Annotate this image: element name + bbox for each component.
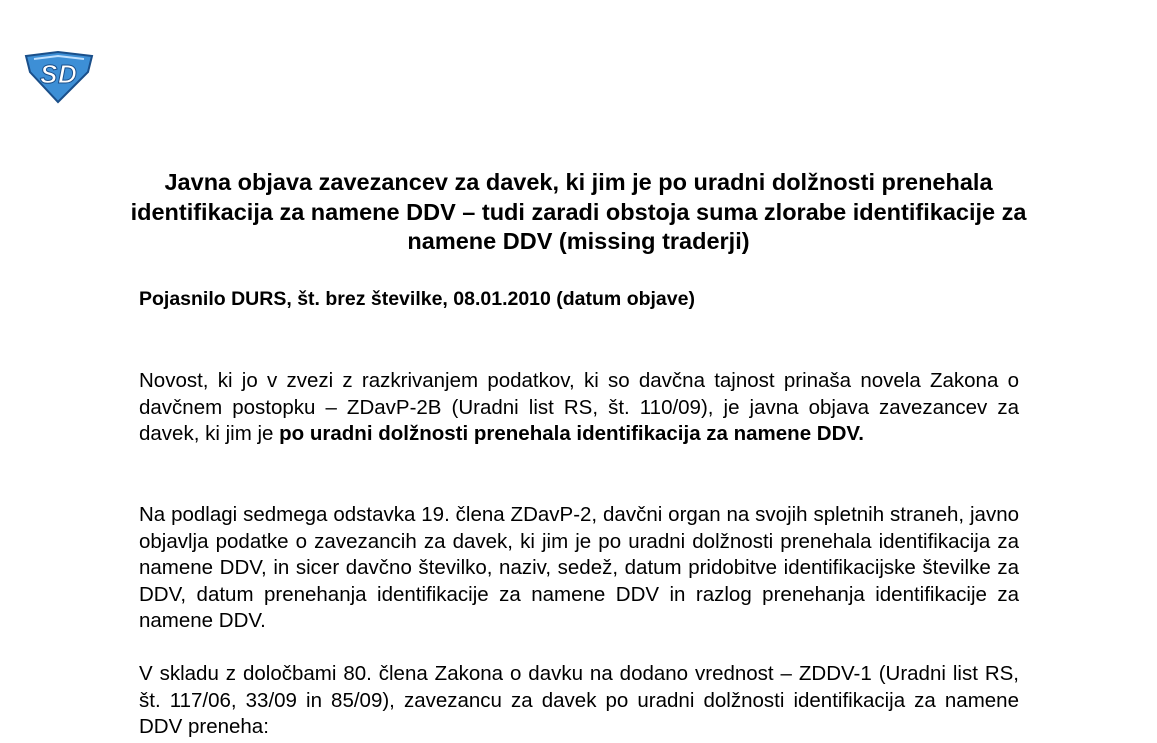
svg-text:D: D xyxy=(58,59,77,89)
document-subtitle: Pojasnilo DURS, št. brez številke, 08.01.2010 (datum objave) xyxy=(139,288,695,310)
paragraph-intro-bold: po uradni dolžnosti prenehala identifikacija za namene DDV. xyxy=(279,422,864,445)
company-logo-icon xyxy=(22,50,96,104)
paragraph-zddv: V skladu z določbami 80. člena Zakona o davku na dodano vrednost – ZDDV-1 (Uradni list RS, št. 117/06, 33/09 in 85/09), zavezancu za davek po uradni dolžnosti identifikacija za namene DDV preneha: xyxy=(139,662,1019,738)
paragraph-intro-text: Novost, ki jo v zvezi z razkrivanjem podatkov, ki so davčna tajnost prinaša novela Zakona o davčnem postopku – ZDavP-2B (Uradni list RS, št. 110/09), je javna objava zavezancev za davek, ki jim je xyxy=(139,369,1019,445)
paragraph-intro xyxy=(139,368,1019,448)
paragraph-legal-basis: Na podlagi sedmega odstavka 19. člena ZDavP-2, davčni organ na svojih spletnih straneh, javno objavlja podatke o zavezancih za davek, ki jim je po uradni dolžnosti prenehala identifikacija za namene DDV, in sicer davčno številko, naziv, sedež, datum pridobitve identifikacijske številke za DDV, datum prenehanja identifikacije za namene DDV in razlog prenehanja identifikacije za namene DDV. xyxy=(139,503,1019,632)
svg-text:S: S xyxy=(40,59,58,89)
document-title: Javna objava zavezancev za davek, ki jim je po uradni dolžnosti prenehala identifikacija za namene DDV – tudi zaradi obstoja suma zlorabe identifikacije za namene DDV (missing traderji) xyxy=(130,169,1027,254)
